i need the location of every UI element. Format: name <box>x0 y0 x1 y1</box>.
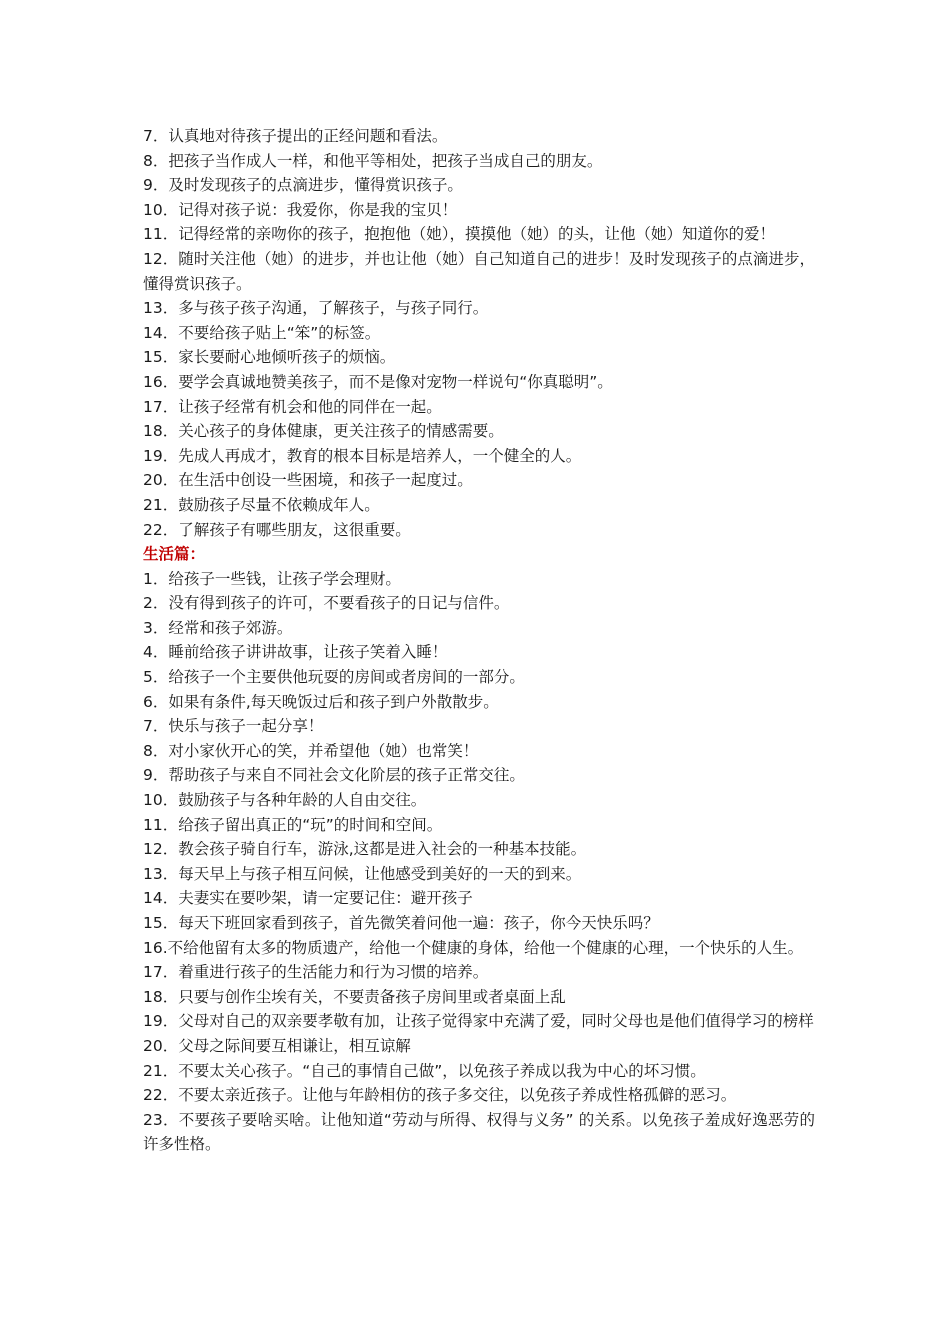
list-item: 21．不要太关心孩子。“自己的事情自己做”，以免孩子养成以我为中心的坏习惯。 <box>143 1061 706 1080</box>
list-item: 7．快乐与孩子一起分享！ <box>143 717 324 736</box>
list-item: 22．了解孩子有哪些朋友，这很重要。 <box>143 520 411 539</box>
list-item: 18．只要与创作尘埃有关，不要责备孩子房间里或者桌面上乱 <box>143 987 566 1006</box>
list-item: 22．不要太亲近孩子。让他与年龄相仿的孩子多交往，以免孩子养成性格孤僻的恶习。 <box>143 1086 737 1105</box>
list-item: 8．对小家伙开心的笑，并希望他（她）也常笑！ <box>143 741 479 760</box>
list-item: 9．及时发现孩子的点滴进步，懂得赏识孩子。 <box>143 176 463 195</box>
document-page <box>143 124 815 1157</box>
list-item: 20．父母之际间要互相谦让，相互谅解 <box>143 1036 411 1055</box>
list-item: 18．关心孩子的身体健康，更关注孩子的情感需要。 <box>143 422 504 441</box>
list-item: 14．夫妻实在要吵架，请一定要记住：避开孩子 <box>143 889 473 908</box>
list-item: 3．经常和孩子郊游。 <box>143 618 293 637</box>
list-item: 17．让孩子经常有机会和他的同伴在一起。 <box>143 397 442 416</box>
section-parenting-list <box>143 124 815 542</box>
list-item: 11．给孩子留出真正的“玩”的时间和空间。 <box>143 815 443 834</box>
list-item: 10．鼓励孩子与各种年龄的人自由交往。 <box>143 791 427 810</box>
list-item: 7．认真地对待孩子提出的正经问题和看法。 <box>143 127 448 145</box>
list-item: 19．先成人再成才，教育的根本目标是培养人，一个健全的人。 <box>143 446 582 465</box>
list-item: 1．给孩子一些钱，让孩子学会理财。 <box>143 569 401 588</box>
list-item: 13．多与孩子孩子沟通，了解孩子，与孩子同行。 <box>143 299 489 318</box>
list-item: 9．帮助孩子与来自不同社会文化阶层的孩子正常交往。 <box>143 766 525 785</box>
list-item: 10．记得对孩子说：我爱你，你是我的宝贝！ <box>143 200 458 219</box>
list-item: 4．睡前给孩子讲讲故事，让孩子笑着入睡！ <box>143 643 448 662</box>
list-item: 6．如果有条件,每天晚饭过后和孩子到户外散散步。 <box>143 692 499 711</box>
list-item: 11．记得经常的亲吻你的孩子，抱抱他（她），摸摸他（她）的头，让他（她）知道你的爱！ <box>143 225 775 244</box>
list-item: 23．不要孩子要啥买啥。让他知道“劳动与所得、权得与义务” 的关系。以免孩子羞成好逸恶劳的许多性格。 <box>143 1110 815 1154</box>
list-item: 13．每天早上与孩子相互问候，让他感受到美好的一天的到来。 <box>143 864 582 883</box>
list-item: 14．不要给孩子贴上“笨”的标签。 <box>143 323 381 342</box>
list-item: 2．没有得到孩子的许可，不要看孩子的日记与信件。 <box>143 594 510 613</box>
list-item: 5．给孩子一个主要供他玩耍的房间或者房间的一部分。 <box>143 668 525 687</box>
list-item: 8．把孩子当作成人一样，和他平等相处，把孩子当成自己的朋友。 <box>143 151 603 170</box>
list-item: 12．教会孩子骑自行车，游泳,这都是进入社会的一种基本技能。 <box>143 840 587 859</box>
list-item: 17．着重进行孩子的生活能力和行为习惯的培养。 <box>143 963 489 982</box>
list-item: 16．要学会真诚地赞美孩子，而不是像对宠物一样说句“你真聪明”。 <box>143 372 613 391</box>
list-item: 12．随时关注他（她）的进步，并也让他（她）自己知道自己的进步！及时发现孩子的点滴进步，懂得赏识孩子。 <box>143 249 815 293</box>
section-heading: 生活篇： <box>143 545 206 564</box>
list-item: 15．家长要耐心地倾听孩子的烦恼。 <box>143 348 396 367</box>
list-item: 21．鼓励孩子尽量不依赖成年人。 <box>143 495 380 514</box>
list-item: 19．父母对自己的双亲要孝敬有加，让孩子觉得家中充满了爱，同时父母也是他们值得学习的榜样 <box>143 1012 814 1031</box>
section-life-list <box>143 542 815 1157</box>
list-item: 16.不给他留有太多的物质遗产，给他一个健康的身体，给他一个健康的心理，一个快乐的人生。 <box>143 938 804 957</box>
list-item: 15．每天下班回家看到孩子，首先微笑着问他一遍：孩子，你今天快乐吗？ <box>143 914 659 932</box>
list-item: 20．在生活中创设一些困境，和孩子一起度过。 <box>143 471 473 490</box>
